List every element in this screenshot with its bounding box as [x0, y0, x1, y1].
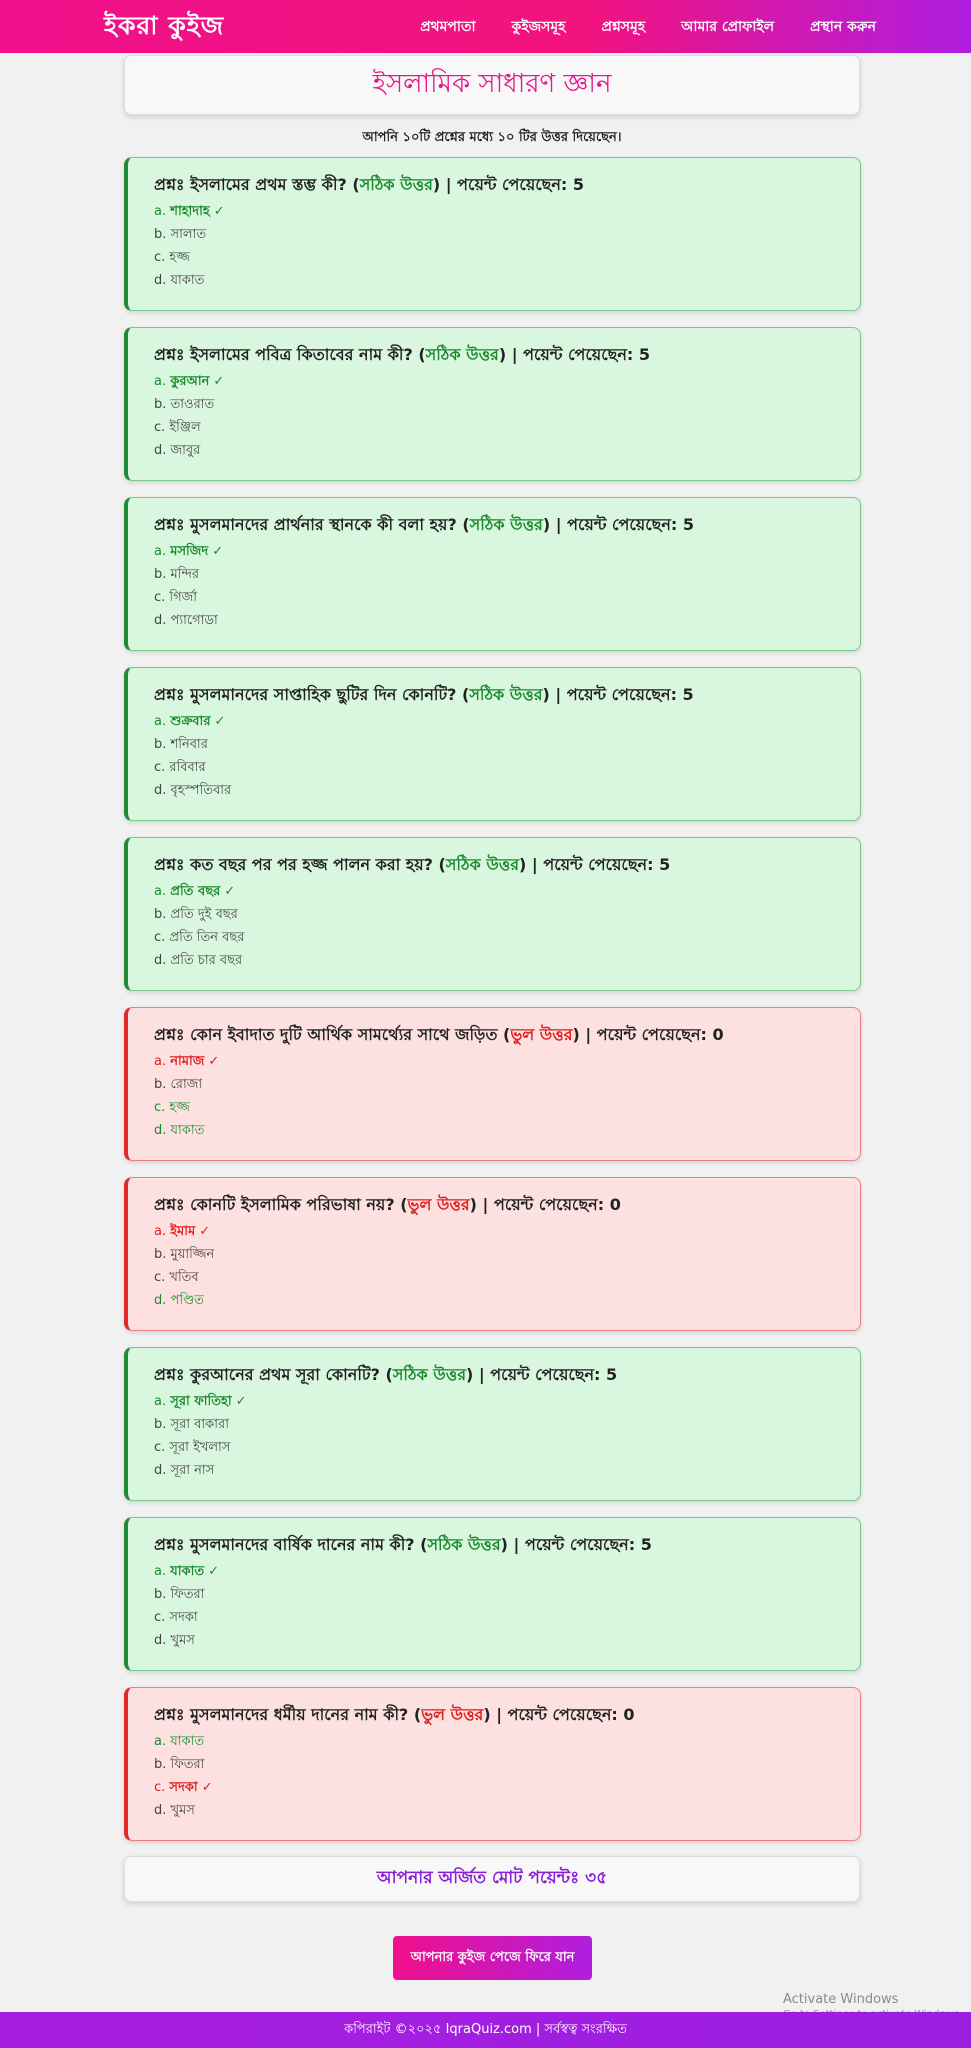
answer-option — [154, 880, 840, 903]
points-value: 5 — [572, 175, 585, 194]
option-text: মসজিদ — [170, 544, 209, 559]
option-letter: b. — [154, 1417, 167, 1432]
points-value: 5 — [682, 685, 694, 704]
check-icon: ✓ — [208, 1054, 220, 1069]
question-line: প্রশ্নঃ মুসলমানদের বার্ষিক দানের নাম কী? (সঠিক উত্তর) | পয়েন্ট পেয়েছেন: 5 — [154, 1535, 652, 1554]
answer-option — [154, 393, 840, 416]
option-text: যাকাত — [170, 1564, 205, 1579]
option-letter: a. — [154, 1054, 167, 1069]
check-icon: ✓ — [208, 1564, 220, 1579]
question-line: প্রশ্নঃ ইসলামের প্রথম স্তম্ভ কী? (সঠিক উত্তর) | পয়েন্ট পেয়েছেন: 5 — [154, 175, 585, 194]
points-prefix: পয়েন্ট পেয়েছেন: — [566, 685, 683, 704]
answer-option — [154, 779, 840, 802]
option-text: ইঞ্জিল — [169, 420, 201, 435]
question-prefix: প্রশ্নঃ — [154, 685, 191, 704]
points-prefix: পয়েন্ট পেয়েছেন: — [523, 345, 639, 364]
answer-option — [154, 1119, 840, 1142]
option-text: যাকাত — [170, 1734, 205, 1749]
question-text: মুসলমানদের প্রার্থনার স্থানকে কী বলা হয়? — [190, 515, 457, 534]
option-letter: b. — [154, 227, 167, 242]
option-text: প্রতি চার বছর — [170, 953, 243, 968]
option-text: কুরআন — [170, 374, 210, 389]
points-value: 0 — [609, 1195, 621, 1214]
footer-text: কপিরাইট ©২০২৫ IqraQuiz.com | সর্বস্বত্ব সংরক্ষিত — [344, 2021, 627, 2037]
answer-option — [154, 540, 840, 563]
answer-option — [154, 370, 840, 393]
answer-option — [154, 1753, 840, 1776]
check-icon: ✓ — [199, 1224, 211, 1239]
option-letter: a. — [154, 1224, 167, 1239]
option-text: রবিবার — [169, 760, 206, 775]
answer-option — [154, 1730, 840, 1753]
option-letter: d. — [154, 273, 167, 288]
option-letter: b. — [154, 397, 167, 412]
question-text: কোন ইবাদাত দুটি আর্থিক সামর্থ্যের সাথে জড়িত — [190, 1025, 498, 1044]
option-letter: a. — [154, 544, 167, 559]
question-text: কোনটি ইসলামিক পরিভাষা নয়? — [190, 1195, 395, 1214]
option-letter: c. — [154, 1270, 166, 1285]
points-prefix: পয়েন্ট পেয়েছেন: — [507, 1705, 624, 1724]
answer-option — [154, 609, 840, 632]
answer-option — [154, 269, 840, 292]
answer-option — [154, 1220, 840, 1243]
points-prefix: পয়েন্ট পেয়েছেন: — [490, 1365, 607, 1384]
nav-link-home[interactable]: প্রথমপাতা — [420, 18, 476, 35]
points-prefix: পয়েন্ট পেয়েছেন: — [543, 855, 660, 874]
points-prefix: পয়েন্ট পেয়েছেন: — [596, 1025, 713, 1044]
answer-option — [154, 1390, 840, 1413]
question-prefix: প্রশ্নঃ — [154, 1195, 191, 1214]
points-value: 5 — [606, 1365, 618, 1384]
points-value: 5 — [638, 345, 650, 364]
site-logo[interactable]: ইকরা কুইজ — [104, 11, 225, 40]
question-card — [124, 1177, 861, 1331]
option-text: হজ্জ — [169, 1100, 190, 1115]
option-letter: a. — [154, 1564, 167, 1579]
option-letter: a. — [154, 1734, 167, 1749]
option-letter: d. — [154, 953, 167, 968]
option-text: খুমস — [170, 1633, 195, 1648]
total-points: আপনার অর্জিত মোট পয়েন্টঃ ৩৫ — [376, 1868, 608, 1888]
question-card — [124, 1517, 861, 1671]
question-prefix: প্রশ্নঃ — [154, 1025, 191, 1044]
answer-option — [154, 1583, 840, 1606]
option-text: শুক্রবার — [170, 714, 211, 729]
answer-option — [154, 1096, 840, 1119]
option-text: সালাত — [170, 227, 207, 242]
back-to-quiz-button[interactable]: আপনার কুইজ পেজে ফিরে যান — [393, 1936, 592, 1980]
question-card — [124, 497, 861, 651]
question-line: প্রশ্নঃ মুসলমানদের সাপ্তাহিক ছুটির দিন কোনটি? (সঠিক উত্তর) | পয়েন্ট পেয়েছেন: 5 — [154, 685, 694, 704]
option-text: পণ্ডিত — [170, 1293, 204, 1308]
answer-option — [154, 563, 840, 586]
question-card — [124, 1347, 861, 1501]
option-letter: b. — [154, 1757, 167, 1772]
option-text: শনিবার — [170, 737, 208, 752]
question-line: প্রশ্নঃ কোন ইবাদাত দুটি আর্থিক সামর্থ্যের সাথে জড়িত (ভুল উত্তর) | পয়েন্ট পেয়েছেন: 0 — [154, 1025, 724, 1044]
option-letter: c. — [154, 1100, 166, 1115]
option-letter: c. — [154, 1440, 166, 1455]
verdict-correct-label: সঠিক উত্তর — [469, 515, 543, 534]
answered-summary: আপনি ১০টি প্রশ্নের মধ্যে ১০ টির উত্তর দিয়েছেন। — [362, 130, 622, 145]
nav-link-profile[interactable]: আমার প্রোফাইল — [681, 18, 775, 35]
answer-option — [154, 1289, 840, 1312]
verdict-correct-label: সঠিক উত্তর — [445, 855, 520, 874]
option-text: ফিতরা — [170, 1587, 205, 1602]
points-value: 5 — [682, 515, 694, 534]
option-text: প্যাগোডা — [170, 613, 218, 628]
question-list — [124, 157, 861, 1857]
option-letter: d. — [154, 1123, 167, 1138]
option-text: সূরা নাস — [170, 1463, 215, 1478]
answer-option — [154, 200, 840, 223]
option-text: জাবুর — [170, 443, 201, 458]
answer-option — [154, 949, 840, 972]
option-text: মন্দির — [170, 567, 200, 582]
answer-option — [154, 1799, 840, 1822]
question-prefix: প্রশ্নঃ — [154, 345, 191, 364]
option-text: ইমাম — [170, 1224, 196, 1239]
nav-links — [420, 0, 876, 53]
verdict-wrong-label: ভুল উত্তর — [421, 1705, 484, 1724]
check-icon: ✓ — [214, 714, 226, 729]
verdict-correct-label: সঠিক উত্তর — [425, 345, 499, 364]
answer-option — [154, 1436, 840, 1459]
option-text: বৃহস্পতিবার — [170, 783, 232, 798]
option-text: সদকা — [169, 1780, 198, 1795]
points-prefix: পয়েন্ট পেয়েছেন: — [567, 515, 683, 534]
option-letter: c. — [154, 250, 166, 265]
option-letter: b. — [154, 1587, 167, 1602]
option-letter: d. — [154, 783, 167, 798]
verdict-correct-label: সঠিক উত্তর — [359, 175, 433, 194]
option-letter: b. — [154, 567, 167, 582]
question-card — [124, 837, 861, 991]
check-icon: ✓ — [235, 1394, 247, 1409]
option-text: প্রতি তিন বছর — [169, 930, 245, 945]
question-prefix: প্রশ্নঃ — [154, 1705, 191, 1724]
check-icon: ✓ — [212, 544, 224, 559]
verdict-correct-label: সঠিক উত্তর — [469, 685, 543, 704]
watermark-line-1: Activate Windows — [783, 1992, 899, 2007]
points-value: 0 — [712, 1025, 724, 1044]
answer-option — [154, 1459, 840, 1482]
option-text: হজ্জ — [169, 250, 190, 265]
points-value: 5 — [659, 855, 671, 874]
question-card — [124, 327, 861, 481]
question-line: প্রশ্নঃ কোনটি ইসলামিক পরিভাষা নয়? (ভুল উত্তর) | পয়েন্ট পেয়েছেন: 0 — [154, 1195, 621, 1214]
title-box — [124, 55, 860, 115]
option-text: সূরা ইখলাস — [169, 1440, 231, 1455]
option-letter: a. — [154, 204, 167, 219]
navbar — [0, 0, 971, 53]
verdict-wrong-label: ভুল উত্তর — [407, 1195, 470, 1214]
question-text: কুরআনের প্রথম সূরা কোনটি? — [190, 1365, 380, 1384]
verdict-correct-label: সঠিক উত্তর — [392, 1365, 466, 1384]
question-text: ইসলামের প্রথম স্তম্ভ কী? — [190, 175, 347, 194]
question-card — [124, 667, 861, 821]
question-prefix: প্রশ্নঃ — [154, 175, 191, 194]
option-letter: d. — [154, 1463, 167, 1478]
verdict-correct-label: সঠিক উত্তর — [427, 1535, 501, 1554]
option-letter: a. — [154, 884, 167, 899]
check-icon: ✓ — [201, 1780, 213, 1795]
option-letter: a. — [154, 714, 167, 729]
answer-option — [154, 1776, 840, 1799]
nav-link-questions[interactable]: প্রশ্নসমূহ — [601, 18, 646, 35]
option-letter: c. — [154, 760, 166, 775]
option-letter: b. — [154, 1247, 167, 1262]
question-line: প্রশ্নঃ কত বছর পর পর হজ্জ পালন করা হয়? (সঠিক উত্তর) | পয়েন্ট পেয়েছেন: 5 — [154, 855, 671, 874]
points-value: 5 — [640, 1535, 652, 1554]
option-text: শাহাদাহ — [170, 204, 210, 219]
nav-link-logout[interactable]: প্রস্থান করুন — [810, 18, 876, 35]
option-text: যাকাত — [170, 273, 205, 288]
answer-option — [154, 903, 840, 926]
answer-option — [154, 586, 840, 609]
answer-option — [154, 223, 840, 246]
total-points-box — [124, 1856, 860, 1902]
page-title: ইসলামিক সাধারণ জ্ঞান — [372, 69, 612, 99]
option-letter: a. — [154, 374, 167, 389]
answer-option — [154, 756, 840, 779]
option-letter: a. — [154, 1394, 167, 1409]
option-letter: d. — [154, 1293, 167, 1308]
answer-option — [154, 1560, 840, 1583]
question-text: কত বছর পর পর হজ্জ পালন করা হয়? — [190, 855, 433, 874]
answer-option — [154, 1050, 840, 1073]
points-prefix: পয়েন্ট পেয়েছেন: — [493, 1195, 610, 1214]
answer-option — [154, 1073, 840, 1096]
option-text: খতিব — [169, 1270, 199, 1285]
answer-option — [154, 416, 840, 439]
question-text: মুসলমানদের বার্ষিক দানের নাম কী? — [190, 1535, 415, 1554]
option-letter: b. — [154, 737, 167, 752]
option-letter: c. — [154, 1610, 166, 1625]
option-text: রোজা — [170, 1077, 203, 1092]
question-prefix: প্রশ্নঃ — [154, 1365, 191, 1384]
question-text: ইসলামের পবিত্র কিতাবের নাম কী? — [190, 345, 413, 364]
answer-option — [154, 1606, 840, 1629]
question-card — [124, 157, 861, 311]
answer-option — [154, 439, 840, 462]
option-text: প্রতি বছর — [170, 884, 221, 899]
answer-option — [154, 733, 840, 756]
option-letter: b. — [154, 1077, 167, 1092]
answer-option — [154, 1629, 840, 1652]
option-letter: c. — [154, 1780, 166, 1795]
question-line: প্রশ্নঃ মুসলমানদের প্রার্থনার স্থানকে কী বলা হয়? (সঠিক উত্তর) | পয়েন্ট পেয়েছেন: 5 — [154, 515, 694, 534]
option-text: সদকা — [169, 1610, 198, 1625]
option-text: গির্জা — [169, 590, 198, 605]
answer-option — [154, 1266, 840, 1289]
option-letter: c. — [154, 420, 166, 435]
option-text: প্রতি দুই বছর — [170, 907, 238, 922]
option-text: নামাজ — [170, 1054, 205, 1069]
option-letter: c. — [154, 590, 166, 605]
question-card — [124, 1687, 861, 1841]
question-line: প্রশ্নঃ ইসলামের পবিত্র কিতাবের নাম কী? (সঠিক উত্তর) | পয়েন্ট পেয়েছেন: 5 — [154, 345, 650, 364]
check-icon: ✓ — [213, 374, 225, 389]
option-letter: d. — [154, 1633, 167, 1648]
option-letter: d. — [154, 1803, 167, 1818]
option-letter: b. — [154, 907, 167, 922]
option-text: তাওরাত — [170, 397, 215, 412]
nav-link-quizzes[interactable]: কুইজসমূহ — [511, 18, 566, 35]
check-icon: ✓ — [213, 204, 225, 219]
option-letter: c. — [154, 930, 166, 945]
points-prefix: পয়েন্ট পেয়েছেন: — [524, 1535, 641, 1554]
option-text: সূরা ফাতিহা — [170, 1394, 232, 1409]
option-letter: d. — [154, 443, 167, 458]
question-text: মুসলমানদের সাপ্তাহিক ছুটির দিন কোনটি? — [190, 685, 457, 704]
answer-option — [154, 246, 840, 269]
question-text: মুসলমানদের ধর্মীয় দানের নাম কী? — [190, 1705, 409, 1724]
option-letter: d. — [154, 613, 167, 628]
answer-option — [154, 1243, 840, 1266]
points-value: 0 — [623, 1705, 635, 1724]
question-card — [124, 1007, 861, 1161]
question-prefix: প্রশ্নঃ — [154, 855, 191, 874]
option-text: যাকাত — [170, 1123, 205, 1138]
question-line: প্রশ্নঃ কুরআনের প্রথম সূরা কোনটি? (সঠিক উত্তর) | পয়েন্ট পেয়েছেন: 5 — [154, 1365, 618, 1384]
option-text: ফিতরা — [170, 1757, 205, 1772]
question-prefix: প্রশ্নঃ — [154, 515, 191, 534]
question-prefix: প্রশ্নঃ — [154, 1535, 191, 1554]
answer-option — [154, 710, 840, 733]
answer-option — [154, 1413, 840, 1436]
option-text: মুয়াজ্জিন — [170, 1247, 215, 1262]
answer-option — [154, 926, 840, 949]
option-text: সূরা বাকারা — [170, 1417, 229, 1432]
question-line: প্রশ্নঃ মুসলমানদের ধর্মীয় দানের নাম কী? (ভুল উত্তর) | পয়েন্ট পেয়েছেন: 0 — [154, 1705, 635, 1724]
check-icon: ✓ — [224, 884, 236, 899]
footer — [0, 2012, 971, 2048]
points-prefix: পয়েন্ট পেয়েছেন: — [457, 175, 573, 194]
option-text: খুমস — [170, 1803, 195, 1818]
verdict-wrong-label: ভুল উত্তর — [510, 1025, 573, 1044]
